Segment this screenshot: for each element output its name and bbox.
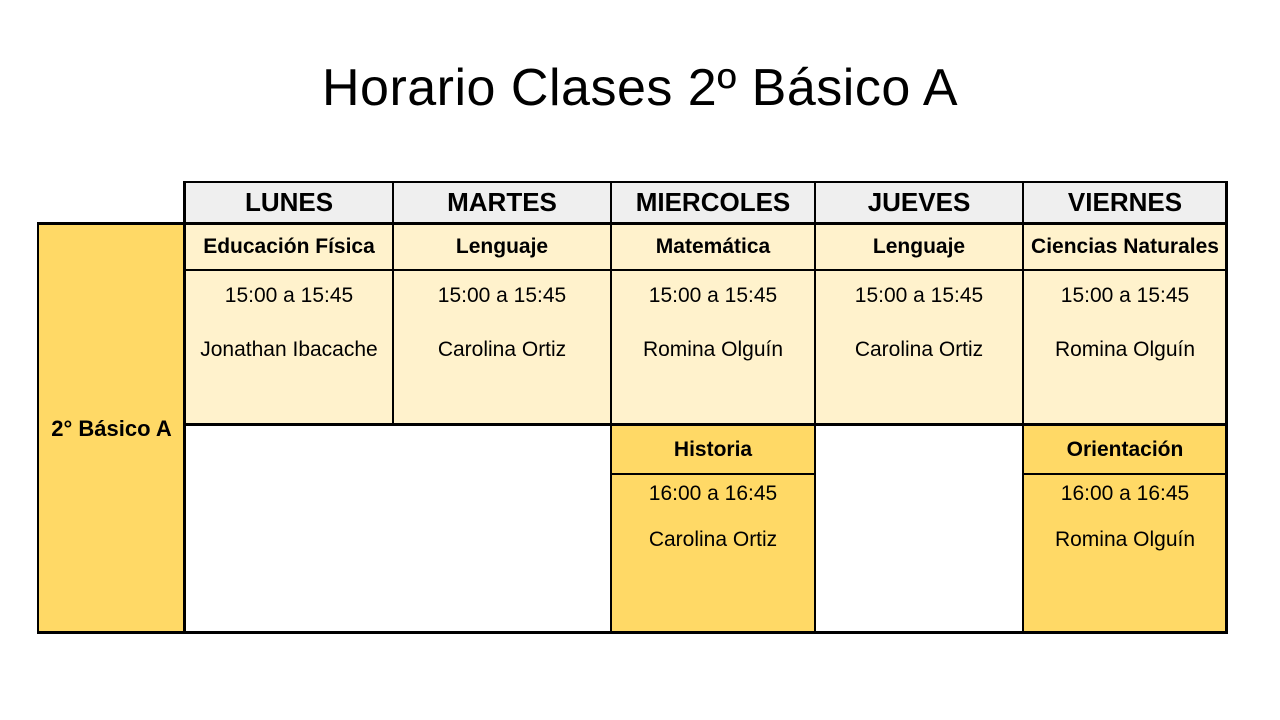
grid-line (183, 181, 186, 634)
class-time: 15:00 a 15:45 (224, 284, 354, 307)
subject-lunes-1: Educación Física (185, 224, 393, 270)
detail-viernes-1 (1023, 270, 1227, 424)
subject-martes-1: Lenguaje (393, 224, 611, 270)
header-martes: MARTES (393, 182, 611, 223)
grid-line (38, 631, 1228, 634)
page-title: Horario Clases 2º Básico A (321, 59, 959, 117)
teacher-name: Carolina Ortiz (437, 338, 567, 361)
subject-jueves-1: Lenguaje (815, 224, 1023, 270)
teacher-name: Jonathan Ibacache (200, 338, 378, 361)
detail-jueves-1 (815, 270, 1023, 424)
detail-miercoles-2 (611, 474, 815, 633)
row-label-cell (38, 224, 185, 633)
detail-miercoles-1 (611, 270, 815, 424)
header-lunes: LUNES (185, 182, 393, 223)
teacher-name: Romina Olguín (642, 338, 784, 361)
detail-viernes-2 (1023, 474, 1227, 633)
class-time: 16:00 a 16:45 (1060, 482, 1190, 505)
grid-line (392, 181, 394, 425)
grid-line (1225, 181, 1228, 634)
teacher-name: Romina Olguín (1054, 528, 1196, 551)
class-time: 15:00 a 15:45 (854, 284, 984, 307)
grid-line (184, 181, 1228, 183)
teacher-name: Carolina Ortiz (854, 338, 984, 361)
detail-martes-1 (393, 270, 611, 424)
grid-line (610, 181, 612, 634)
header-miercoles: MIERCOLES (611, 182, 815, 223)
grid-line (38, 222, 1228, 225)
header-jueves: JUEVES (815, 182, 1023, 223)
teacher-name: Carolina Ortiz (648, 528, 778, 551)
header-viernes: VIERNES (1023, 182, 1227, 223)
class-time: 15:00 a 15:45 (1060, 284, 1190, 307)
grid-line (184, 269, 1228, 271)
grid-line (611, 473, 815, 475)
grid-line (1023, 473, 1227, 475)
grid-line (1022, 181, 1024, 634)
grid-line (37, 222, 39, 634)
grid-line (814, 181, 816, 634)
subject-viernes-1: Ciencias Naturales (1023, 224, 1227, 270)
class-time: 15:00 a 15:45 (437, 284, 567, 307)
subject-viernes-2: Orientación (1023, 425, 1227, 474)
grid-line (184, 423, 1228, 426)
subject-miercoles-2: Historia (611, 425, 815, 474)
teacher-name: Romina Olguín (1054, 338, 1196, 361)
detail-lunes-1 (185, 270, 393, 424)
row-label: 2° Básico A (51, 415, 172, 441)
class-time: 16:00 a 16:45 (648, 482, 778, 505)
class-time: 15:00 a 15:45 (648, 284, 778, 307)
subject-miercoles-1: Matemática (611, 224, 815, 270)
